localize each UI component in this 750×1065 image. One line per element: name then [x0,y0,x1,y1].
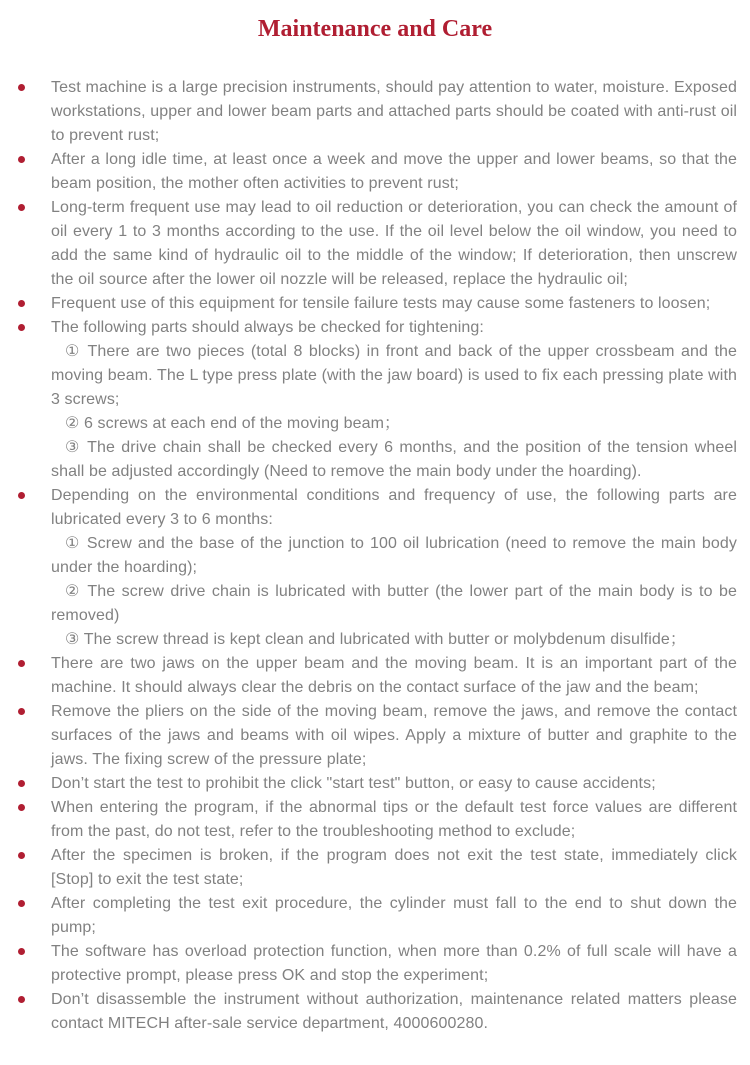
list-item-subitem: ① There are two pieces (total 8 blocks) in front and back of the upper crossbeam and the moving beam. The L type press plate (with the jaw board) is used to fix each pressing plate with 3 screws; [51,343,737,408]
list-item [51,76,737,148]
list-item-text: Depending on the environmental conditions and frequency of use, the following parts are lubricated every 3 to 6 months: [51,487,737,528]
list-item [51,892,737,940]
bullet-dot-icon [18,156,25,163]
bullet-dot-icon [18,996,25,1003]
list-item-text: There are two jaws on the upper beam and the moving beam. It is an important part of the machine. It should always clear the debris on the contact surface of the jaw and the beam; [51,655,737,696]
list-item-text: When entering the program, if the abnormal tips or the default test force values are different from the past, do not test, refer to the troubleshooting method to exclude; [51,799,737,840]
list-item-text: The following parts should always be checked for tightening: [51,319,484,336]
list-item [51,316,737,484]
bullet-dot-icon [18,84,25,91]
list-item [51,796,737,844]
list-item-subitem: ③ The drive chain shall be checked every 6 months, and the position of the tension wheel shall be adjusted accordingly (Need to remove the main body under the hoarding). [51,439,737,480]
list-item [51,844,737,892]
bullet-dot-icon [18,948,25,955]
list-item-subitem: ② The screw drive chain is lubricated with butter (the lower part of the main body is to be removed) [51,583,737,624]
list-item-text: Frequent use of this equipment for tensile failure tests may cause some fasteners to loosen; [51,295,711,312]
list-item-text: After a long idle time, at least once a week and move the upper and lower beams, so that the beam position, the mother often activities to prevent rust; [51,151,737,192]
bullet-dot-icon [18,900,25,907]
list-item-text: Test machine is a large precision instruments, should pay attention to water, moisture. Exposed workstations, upper and lower beam parts and attached parts should be coated with anti-rust oil to prevent rust; [51,79,737,144]
list-item [51,700,737,772]
list-item [51,148,737,196]
list-item-subitem: ① Screw and the base of the junction to 100 oil lubrication (need to remove the main body under the hoarding); [51,535,737,576]
list-item [51,196,737,292]
list-item-text: After completing the test exit procedure, the cylinder must fall to the end to shut down the pump; [51,895,737,936]
bullet-dot-icon [18,780,25,787]
page-title: Maintenance and Care [257,16,493,42]
list-item-text: Don’t disassemble the instrument without authorization, maintenance related matters please contact MITECH after-sale service department, 4000600280. [51,991,737,1032]
list-item-text: Remove the pliers on the side of the moving beam, remove the jaws, and remove the contact surfaces of the jaws and beams with oil wipes. Apply a mixture of butter and graphite to the jaws. The fixing screw of the pressure plate; [51,703,737,768]
bullet-dot-icon [18,852,25,859]
list-item-subitem: ③ The screw thread is kept clean and lubricated with butter or molybdenum disulfide； [65,631,686,648]
list-item [51,292,737,316]
list-item [51,940,737,988]
list-item-text: Long-term frequent use may lead to oil reduction or deterioration, you can check the amount of oil every 1 to 3 months according to the use. If the oil level below the oil window, you need to add the same kind of hydraulic oil to the middle of the window; If deterioration, then unscrew the oil source after the lower oil nozzle will be released, replace the hydraulic oil; [51,199,737,288]
list-item-text: After the specimen is broken, if the program does not exit the test state, immediately click [Stop] to exit the test state; [51,847,737,888]
bullet-dot-icon [18,324,25,331]
list-item [51,772,737,796]
list-item-text: The software has overload protection function, when more than 0.2% of full scale will have a protective prompt, please press OK and stop the experiment; [51,943,737,984]
bullet-dot-icon [18,300,25,307]
bullet-dot-icon [18,492,25,499]
list-item [51,484,737,652]
bullet-dot-icon [18,708,25,715]
list-item [51,988,737,1036]
list-item-subitem: ② 6 screws at each end of the moving beam； [65,415,401,432]
bullet-dot-icon [18,660,25,667]
bullet-list [0,76,750,1036]
list-item [51,652,737,700]
bullet-dot-icon [18,204,25,211]
bullet-dot-icon [18,804,25,811]
list-item-text: Don’t start the test to prohibit the click "start test" button, or easy to cause accidents; [51,775,656,792]
